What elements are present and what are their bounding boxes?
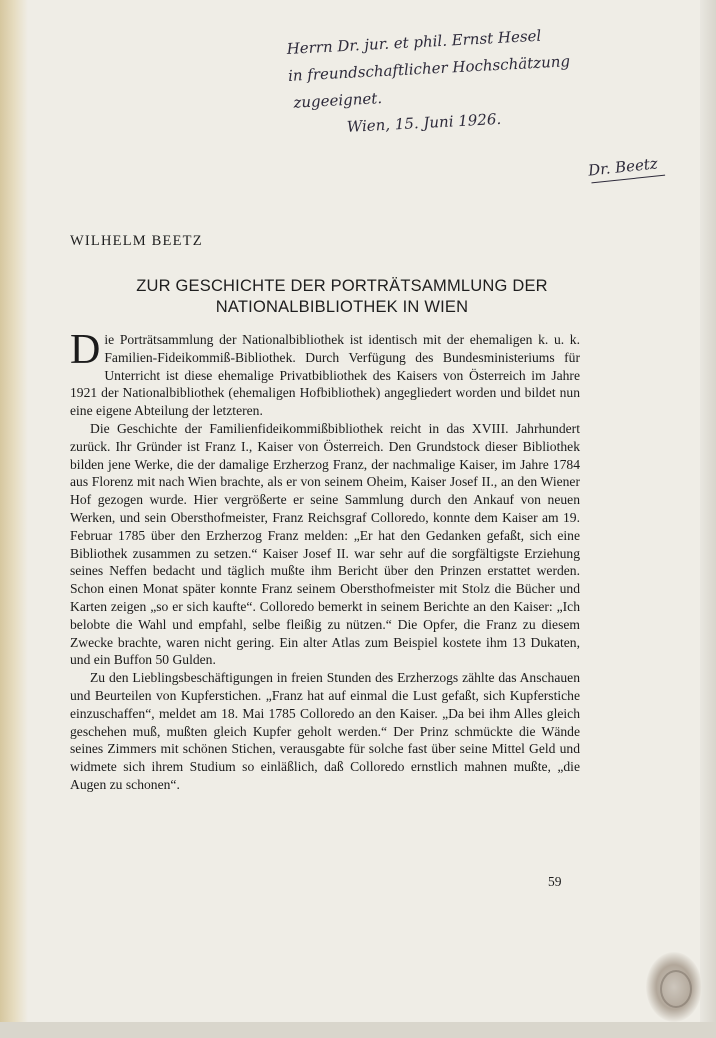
page-bottom-edge (0, 1022, 716, 1038)
body-paragraph: Die Porträtsammlung der Nationalbibliothek ist identisch mit der ehemaligen k. u. k. Familien-Fideikommiß-Bibliothek. Durch Verfügung des Bundesministeriums für Unterricht ist diese ehemalige Privatbibliothek des Kaisers von Österreich im Jahre 1921 der Nationalbibliothek (ehemaligen Hofbibliothek) angegliedert worden und bildet nun eine eigene Abteilung der letzteren. (70, 327, 580, 419)
page-number: 59 (548, 874, 562, 889)
title-line: NATIONALBIBLIOTHEK IN WIEN (215, 298, 469, 316)
article-title (86, 276, 598, 318)
handwritten-dedication (286, 14, 711, 144)
body-paragraph: Die Geschichte der Familienfideikommißbibliothek reicht in das XVIII. Jahrhundert zurück. Ihr Gründer ist Franz I., Kaiser von Österreich. Den Grundstock dieser Bibliothek bilden jene Werke, die der damalige Erzherzog Franz, der nachmalige Kaiser, im Jahre 1784 aus Florenz mit nach Wien brachte, als er von seinem Oheim, Kaiser Josef II., an den Wiener Hof gezogen wurde. Hier vergrößerte er seine Sammlung durch den Ankauf von neuen Werken, und sein Obersthofmeister, Franz Reichsgraf Colloredo, konnte dem Kaiser am 19. Februar 1785 über den Erzherzog Franz melden: „Er hat den Gedanken gefaßt, sich eine Bibliothek zusammen zu setzen.“ Kaiser Josef II. war sehr auf die sorgfältigste Erziehung seines Neffen bedacht und täglich mußte ihm Bericht über den Prinzen erstattet werden. Schon einen Monat später konnte Franz seinem Obersthofmeister mit Stolz die Bücher und Karten zeigen „so er sich kaufte“. Colloredo bemerkt in seinem Berichte an den Kaiser: „Ich belobte die Wahl und empfahl, selbe fleißig zu nützen.“ Die Opfer, die Franz zu diesem Zwecke brachte, waren nicht gering. Ein alter Atlas zum Beispiel kostete ihm 13 Dukaten, und ein Buffon 50 Gulden. (70, 420, 580, 668)
dedication-line: Herrn Dr. jur. et phil. Ernst Hesel (286, 26, 542, 58)
author-name: WILHELM BEETZ (70, 233, 203, 249)
dedication-line: zugeeignet. (293, 89, 383, 112)
handwritten-signature: Dr. Beetz (587, 154, 659, 180)
title-line: ZUR GESCHICHTE DER PORTRÄTSAMMLUNG DER (136, 277, 548, 295)
page-left-edge (0, 0, 28, 1038)
collector-stamp (646, 952, 702, 1022)
page-right-edge (700, 0, 716, 1038)
article-body (70, 327, 580, 794)
dedication-line: in freundschaftlicher Hochschätzung (287, 52, 571, 85)
body-paragraph: Zu den Lieblingsbeschäftigungen in freien Stunden des Erzherzogs zählte das Anschauen und Beurteilen von Kupferstichen. „Franz hat auf einmal die Lust gefaßt, sich Kupferstiche einzuschaffen“, meldet am 18. Mai 1785 Colloredo an den Kaiser. „Da bei ihm Alles gleich geschehen muß, mußten gleich Kupfer geholt werden.“ Der Prinz schmückte die Wände seines Zimmers mit schönen Stichen, verausgabte für solche fast über seine Mittel Geld und widmete sich ihrem Studium so einläßlich, daß Colloredo ernstlich mahnen mußte, „die Augen zu schonen“. (70, 670, 580, 792)
dedication-date: Wien, 15. Juni 1926. (346, 109, 502, 136)
